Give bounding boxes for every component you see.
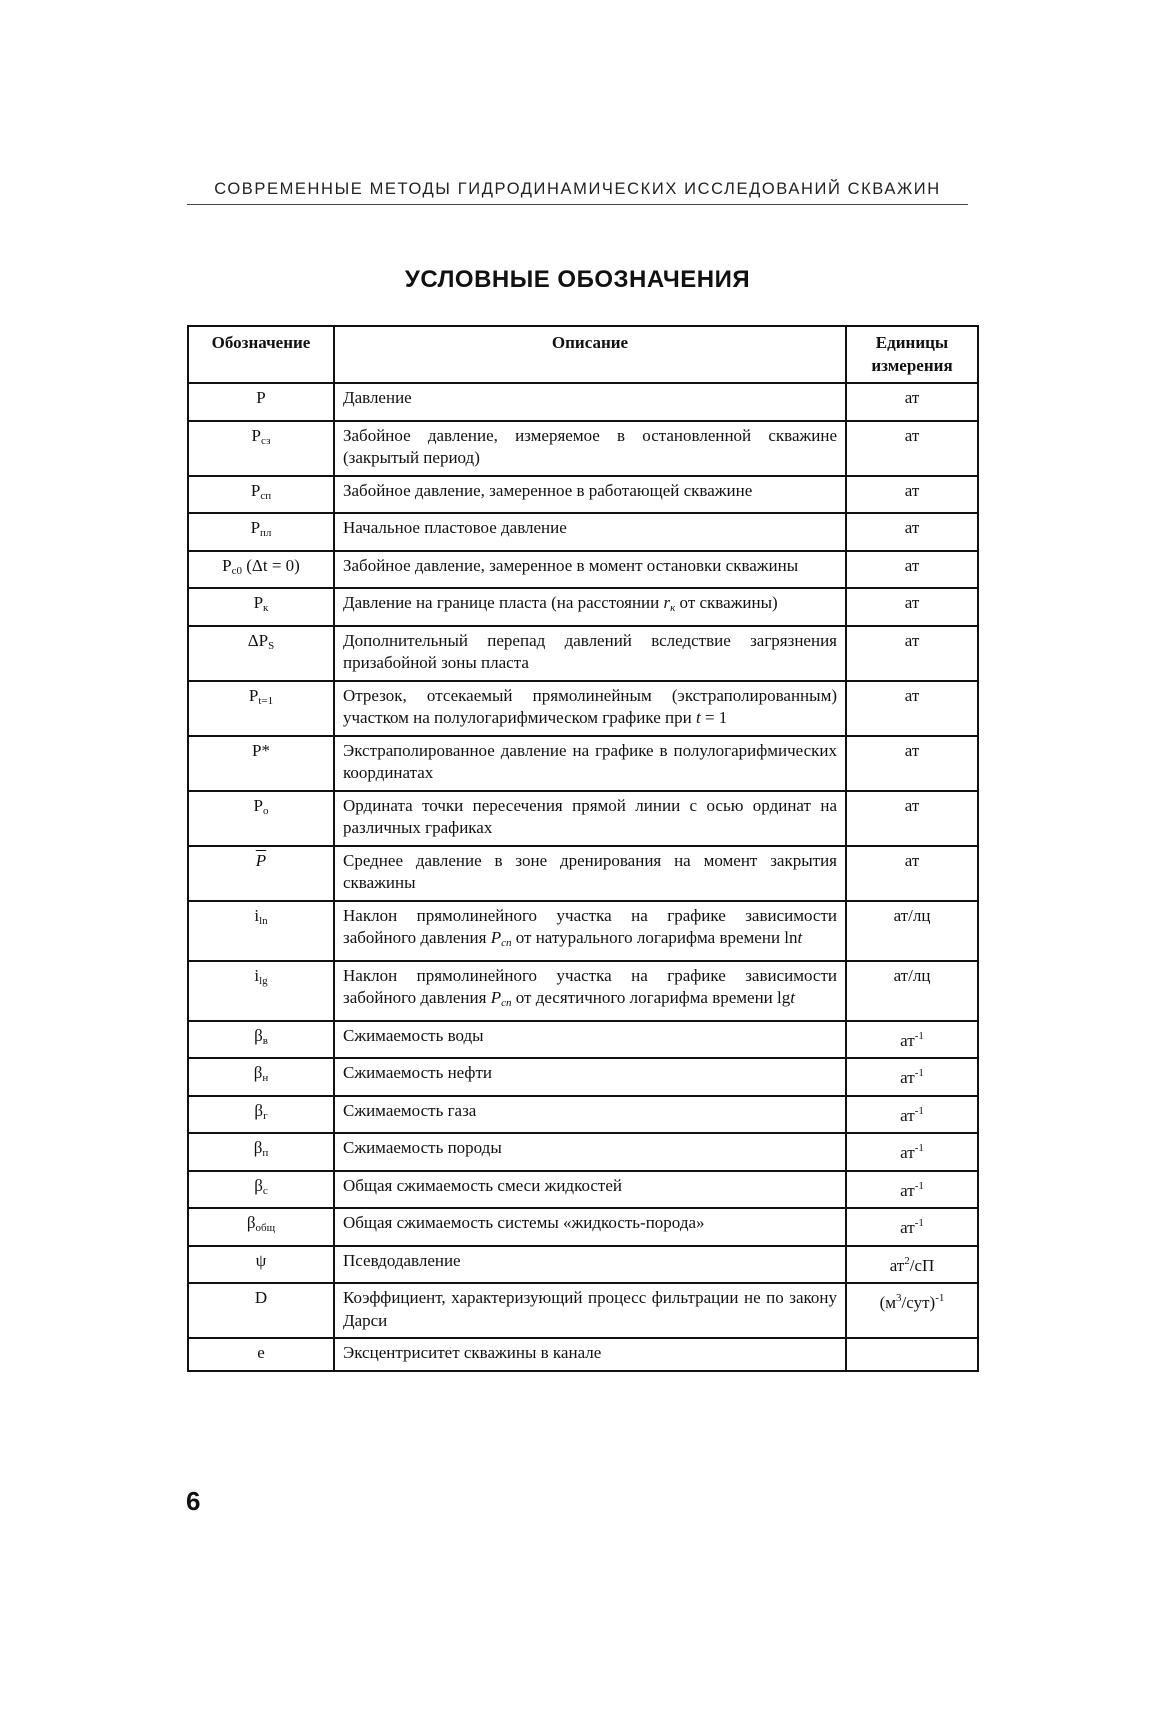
- symbol-cell: $i_{ln}$: [188, 901, 334, 961]
- symbol-cell: ψ: [188, 1246, 334, 1284]
- table-row: [188, 736, 978, 791]
- table-row: [188, 513, 978, 551]
- header-symbol: Обозначение: [188, 326, 334, 383]
- symbol-cell: $\beta_г$: [188, 1096, 334, 1134]
- table-row: [188, 1096, 978, 1134]
- unit-cell: $ат^{-1}$: [846, 1171, 978, 1209]
- symbol-cell: P*: [188, 736, 334, 791]
- table-row: [188, 476, 978, 514]
- symbol-cell: $\beta_в$: [188, 1021, 334, 1059]
- description-cell: Забойное давление, измеряемое в остановленной скважине (закрытый период): [334, 421, 846, 476]
- symbol-cell: $\overline{P}$: [188, 846, 334, 901]
- description-cell: Коэффициент, характеризующий процесс фильтрации не по закону Дарси: [334, 1283, 846, 1338]
- description-cell: Сжимаемость воды: [334, 1021, 846, 1059]
- unit-cell: ат: [846, 383, 978, 421]
- unit-cell: ат/лц: [846, 961, 978, 1021]
- table-row: [188, 681, 978, 736]
- running-header: СОВРЕМЕННЫЕ МЕТОДЫ ГИДРОДИНАМИЧЕСКИХ ИССЛЕДОВАНИЙ СКВАЖИН: [187, 180, 968, 205]
- description-cell: Дополнительный перепад давлений вследствие загрязнения призабойной зоны пласта: [334, 626, 846, 681]
- table-row: [188, 588, 978, 626]
- table-row: [188, 1338, 978, 1371]
- notation-table: [187, 325, 979, 1372]
- symbol-cell: $\beta_{общ}$: [188, 1208, 334, 1246]
- header-description: Описание: [334, 326, 846, 383]
- unit-cell: $ат^{-1}$: [846, 1208, 978, 1246]
- symbol-cell: $i_{lg}$: [188, 961, 334, 1021]
- table-row: [188, 1208, 978, 1246]
- description-cell: Наклон прямолинейного участка на графике зависимости забойного давления $P_{сп}$ от десятичного логарифма времени lgt: [334, 961, 846, 1021]
- table-row: [188, 961, 978, 1021]
- page-number: 6: [186, 1486, 201, 1516]
- unit-cell: ат: [846, 421, 978, 476]
- table-row: [188, 1171, 978, 1209]
- symbol-cell: $\beta_п$: [188, 1133, 334, 1171]
- table-row: [188, 551, 978, 589]
- symbol-cell: P: [188, 383, 334, 421]
- description-cell: Псевдодавление: [334, 1246, 846, 1284]
- unit-cell: $ат^{-1}$: [846, 1133, 978, 1171]
- symbol-cell: $\Delta P_S$: [188, 626, 334, 681]
- description-cell: Сжимаемость нефти: [334, 1058, 846, 1096]
- table-row: [188, 1246, 978, 1284]
- table-row: [188, 383, 978, 421]
- description-cell: Сжимаемость газа: [334, 1096, 846, 1134]
- symbol-cell: $P_{сп}$: [188, 476, 334, 514]
- unit-cell: ат: [846, 551, 978, 589]
- description-cell: Ордината точки пересечения прямой линии с осью ординат на различных графиках: [334, 791, 846, 846]
- unit-cell: ат: [846, 626, 978, 681]
- symbol-cell: $P_o$: [188, 791, 334, 846]
- table-row: [188, 1283, 978, 1338]
- symbol-cell: $\beta_с$: [188, 1171, 334, 1209]
- description-cell: Общая сжимаемость смеси жидкостей: [334, 1171, 846, 1209]
- description-cell: Общая сжимаемость системы «жидкость-порода»: [334, 1208, 846, 1246]
- table-row: [188, 1058, 978, 1096]
- unit-cell: ат: [846, 791, 978, 846]
- table-row: [188, 421, 978, 476]
- unit-cell: $ат^{-1}$: [846, 1021, 978, 1059]
- symbol-cell: $P_{пл}$: [188, 513, 334, 551]
- header-units: Единицы измерения: [846, 326, 978, 383]
- page-title: УСЛОВНЫЕ ОБОЗНАЧЕНИЯ: [404, 266, 751, 293]
- unit-cell: $ат^{-1}$: [846, 1058, 978, 1096]
- unit-cell: $(м^3/сут)^{-1}$: [846, 1283, 978, 1338]
- description-cell: Давление на границе пласта (на расстоянии $r_к$ от скважины): [334, 588, 846, 626]
- description-cell: Давление: [334, 383, 846, 421]
- symbol-cell: D: [188, 1283, 334, 1338]
- unit-cell: ат: [846, 476, 978, 514]
- table-row: [188, 791, 978, 846]
- symbol-cell: $P_{с0}$ (Δt = 0): [188, 551, 334, 589]
- table-row: [188, 901, 978, 961]
- unit-cell: ат: [846, 513, 978, 551]
- unit-cell: ат/лц: [846, 901, 978, 961]
- symbol-cell: $\beta_н$: [188, 1058, 334, 1096]
- unit-cell: ат: [846, 681, 978, 736]
- unit-cell: $ат^{-1}$: [846, 1096, 978, 1134]
- table-row: [188, 626, 978, 681]
- symbol-cell: $P_к$: [188, 588, 334, 626]
- unit-cell: $ат^2/сП$: [846, 1246, 978, 1284]
- symbol-cell: e: [188, 1338, 334, 1371]
- table-header-row: [188, 326, 978, 383]
- description-cell: Забойное давление, замеренное в работающей скважине: [334, 476, 846, 514]
- description-cell: Эксцентриситет скважины в канале: [334, 1338, 846, 1371]
- unit-cell: ат: [846, 588, 978, 626]
- unit-cell: ат: [846, 846, 978, 901]
- description-cell: Сжимаемость породы: [334, 1133, 846, 1171]
- table-row: [188, 1133, 978, 1171]
- description-cell: Среднее давление в зоне дренирования на момент закрытия скважины: [334, 846, 846, 901]
- symbol-cell: $P_{сз}$: [188, 421, 334, 476]
- unit-cell: ат: [846, 736, 978, 791]
- description-cell: Наклон прямолинейного участка на графике зависимости забойного давления $P_{сп}$ от натурального логарифма времени lnt: [334, 901, 846, 961]
- description-cell: Начальное пластовое давление: [334, 513, 846, 551]
- unit-cell: [846, 1338, 978, 1371]
- description-cell: Отрезок, отсекаемый прямолинейным (экстраполированным) участком на полулогарифмическом графике при t = 1: [334, 681, 846, 736]
- table-row: [188, 846, 978, 901]
- symbol-cell: $P_{t=1}$: [188, 681, 334, 736]
- description-cell: Забойное давление, замеренное в момент остановки скважины: [334, 551, 846, 589]
- description-cell: Экстраполированное давление на графике в полулогарифмических координатах: [334, 736, 846, 791]
- table-row: [188, 1021, 978, 1059]
